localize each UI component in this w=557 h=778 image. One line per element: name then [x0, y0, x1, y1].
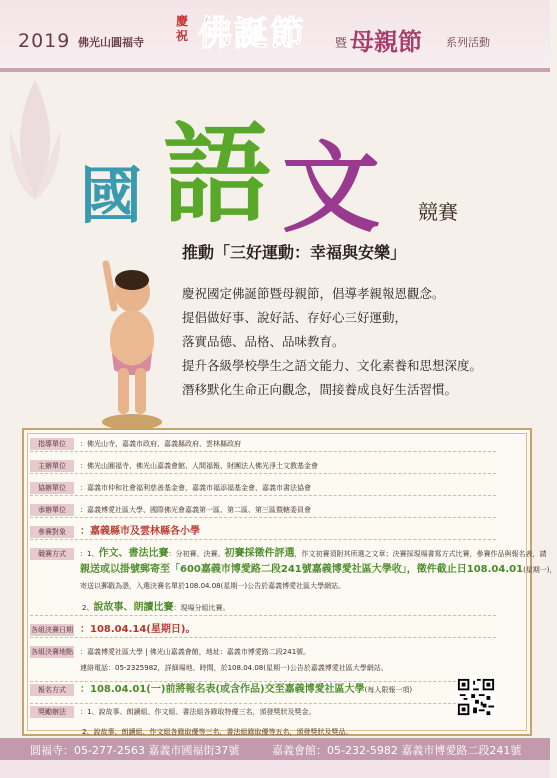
label-participants: 參賽對象 — [30, 526, 74, 538]
header-stripe — [0, 68, 550, 72]
title-char-wen: 文 — [282, 131, 381, 246]
value-final-place: ：嘉義博愛社區大學 | 佛光山嘉義會館，地址：嘉義市博愛路二段241號。 — [80, 648, 311, 656]
title-competition: 競賽 — [418, 200, 458, 224]
intro-line: 提倡做好事、說好話、存好心三好運動， — [182, 310, 408, 325]
label-organizer: 主辦單位 — [30, 460, 74, 472]
buddha-birthday-title: 佛誕節 — [198, 14, 306, 54]
method-2-desc: ：現場分組比賽。 — [173, 604, 230, 612]
signup-text: ：108.04.01(一)前將報名表(或含作品)交至嘉義博愛社區大學 — [80, 684, 365, 695]
method-1-num: ：1、 — [80, 550, 99, 558]
value-method-1 — [80, 548, 546, 560]
value-method-mail — [80, 564, 557, 576]
value-guidance: ：佛光山寺、嘉義市政府、嘉義縣政府、雲林縣政府 — [80, 440, 241, 448]
divider — [30, 495, 496, 496]
label-guidance: 指導單位 — [30, 438, 74, 450]
divider — [30, 517, 496, 518]
title-char-guo: 國 — [80, 159, 143, 232]
value-organizer: ：佛光山圓福寺、佛光山嘉義會館、人間福報、財團法人佛光淨土文教基金會 — [80, 462, 318, 470]
footer-band — [0, 738, 550, 760]
footer-hall-contact: 嘉義會館：05-232-5982 嘉義市博愛路二段241號 — [272, 744, 522, 757]
value-award-2: 2、說故事、朗讀組、作文組各錄取優等三名，書法組錄取優等五名，頒發獎狀及獎品。 — [82, 728, 353, 736]
title-char-yu: 語 — [163, 112, 272, 238]
footer-temple-contact: 圓福寺：05-277-2563 嘉義市國福街37號 — [30, 744, 240, 757]
label-award: 獎勵辦法 — [30, 706, 74, 718]
label-final-place: 各組決賽地點 — [31, 648, 73, 656]
value-executor: ：嘉義博愛社區大學、國際佛光會嘉義第一區、第二區、第三區暨轄委員會 — [80, 506, 311, 514]
intro-line: 提升各級學校學生之語文能力、文化素養和思想深度。 — [182, 358, 483, 373]
method-2-title: 說故事、朗讀比賽 — [93, 602, 174, 613]
method-1-title: 作文、書法比賽 — [98, 548, 169, 559]
conjunction-label: 暨 — [335, 36, 348, 50]
divider — [30, 703, 496, 704]
mothers-day-title: 母親節 — [350, 27, 422, 56]
signup-note: (每人限報一項) — [364, 686, 413, 694]
intro-line: 潛移默化生命正向觀念，間接養成良好生活習慣。 — [182, 382, 458, 397]
value-participants: ：嘉義縣市及雲林縣各小學 — [80, 526, 200, 537]
label-competition-method: 競賽方式 — [30, 548, 74, 560]
method-1-address: 親送或以掛號郵寄至「600嘉義市博愛路二段241號嘉義博愛社區大學收」，徵件截止日108.04.01 — [80, 564, 524, 575]
value-signup — [80, 684, 412, 696]
divider — [30, 539, 496, 540]
method-1-weekday: (星期一)， — [523, 566, 557, 574]
bottom-band — [0, 760, 550, 778]
label-co-organizer: 協辦單位 — [30, 482, 74, 494]
intro-line: 落實品德、品格、品味教育。 — [182, 334, 345, 349]
label-final-date: 各組決賽日期 — [31, 626, 73, 634]
divider — [30, 615, 496, 616]
divider — [30, 473, 496, 474]
year-label: 2019 — [18, 30, 71, 52]
method-1-prelim: 初賽採徵件評選 — [224, 548, 295, 559]
temple-name: 佛光山圓福寺 — [78, 36, 144, 49]
lotus-decoration-icon — [0, 70, 70, 240]
label-executor: 承辦單位 — [30, 504, 74, 516]
method-2-num: 2、 — [82, 604, 94, 612]
divider — [30, 681, 496, 682]
series-label: 系列活動 — [446, 36, 490, 49]
slogan: 推動「三好運動：幸福與安樂」 — [182, 243, 407, 262]
divider — [30, 451, 496, 452]
method-1-postmark: 寄送以郵戳為憑，入選決賽名單於108.04.08(星期一)公告於嘉義博愛社區大學網站。 — [80, 582, 346, 590]
value-award-1: ：1、說故事、朗讀組、作文組、書法組各錄取特優三名，頒發獎狀及獎金。 — [80, 708, 316, 716]
celebrate-label: 慶祝 — [176, 14, 189, 43]
method-1-detail: ，作文初賽須附其所選之文章；決賽採現場書寫方式比賽，參賽作品與報名表，請 — [294, 550, 547, 558]
qr-code-icon[interactable] — [456, 677, 496, 717]
label-signup: 報名方式 — [30, 684, 74, 696]
method-1-desc: ：分初賽、決賽。 — [168, 550, 225, 558]
divider — [30, 637, 496, 638]
intro-line: 慶祝國定佛誕節暨母親節，倡導孝親報恩觀念。 — [182, 286, 445, 301]
value-final-place-contact: 連絡電話：05-2325982，詳細場地、時間，於108.04.08(星期一)公告於嘉義博愛社區大學網站。 — [80, 664, 388, 672]
value-co-organizer: ：嘉義市仲和社會福利慈善基金會、嘉義市福添福基金會、嘉義市書法協會 — [80, 484, 311, 492]
value-method-2 — [82, 602, 229, 614]
value-final-date: ：108.04.14(星期日)。 — [80, 624, 196, 635]
intro-text — [182, 282, 522, 402]
baby-buddha-icon — [84, 258, 180, 434]
